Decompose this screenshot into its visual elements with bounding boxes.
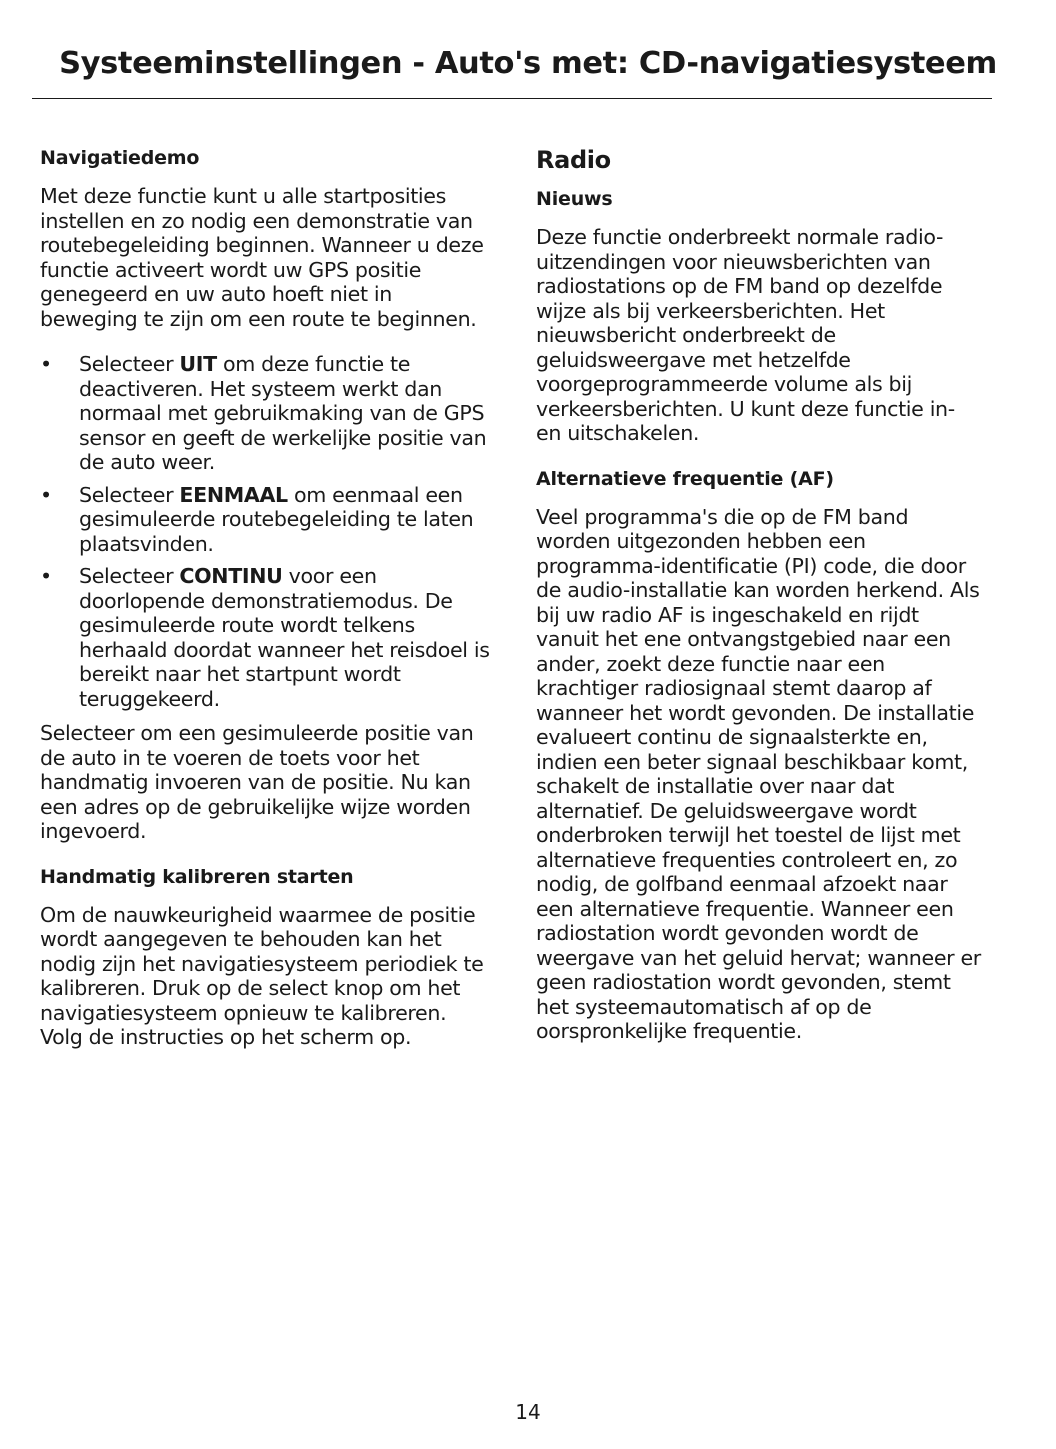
section-navigatiedemo (40, 146, 492, 844)
nieuws-text: Deze functie onderbreekt normale radio-uitzendingen voor nieuwsberichten van radiostations op de FM band op dezelfde wijze als bij verkeersberichten. Het nieuwsbericht onderbreekt de geluidsweergave met hetzelfde voorgeprogrammeerde volume als bij verkeersberichten. U kunt deze functie in- en uitschakelen. (536, 225, 955, 445)
keyword-uit: UIT (179, 352, 217, 376)
bullet-icon: • (40, 482, 52, 507)
section-nieuws (536, 187, 986, 446)
heading-navigatiedemo: Navigatiedemo (40, 147, 200, 169)
heading-handmatig-kalibreren: Handmatig kalibreren starten (40, 865, 354, 888)
list-item (40, 483, 492, 557)
keyword-continu: CONTINU (179, 564, 283, 588)
bullet-text-before: Selecteer (79, 564, 180, 588)
section-handmatig-kalibreren (40, 865, 492, 1050)
left-column (40, 146, 492, 1071)
keyword-eenmaal: EENMAAL (179, 482, 288, 507)
page-title: Systeeminstellingen - Auto's met: CD-navigatiesysteem (59, 46, 997, 81)
navigatiedemo-options-list (40, 352, 492, 711)
right-column (536, 146, 986, 1065)
bullet-text-after: om eenmaal een gesimuleerde routebegeleiding te laten plaatsvinden. (79, 482, 474, 556)
bullet-text-before: Selecteer (79, 352, 180, 376)
bullet-icon: • (40, 564, 52, 588)
navigatiedemo-intro: Met deze functie kunt u alle startposities instellen en zo nodig een demonstratie van routebegeleiding beginnen. Wanneer u deze functie activeert wordt uw GPS positie genegeerd en uw auto hoeft niet in beweging te zijn om een route te beginnen. (40, 184, 484, 331)
bullet-icon: • (40, 352, 52, 376)
title-divider (32, 98, 992, 99)
kalibreren-text: Om de nauwkeurigheid waarmee de positie wordt aangegeven te behouden kan het nodig zijn het navigatiesysteem periodiek te kalibreren. Druk op de select knop om het navigatiesysteem opnieuw te kalibreren. Volg de instructies op het scherm op. (40, 902, 484, 1049)
list-item (40, 352, 492, 475)
af-text: Veel programma's die op de FM band worden uitgezonden hebben een programma-identificatie (PI) code, die door de audio-installatie kan worden herkend. Als bij uw radio AF is ingeschakeld en rijdt vanuit het ene ontvangstgebied naar een ander, zoekt deze functie naar een krachtiger radiosignaal stemt daarop af wanneer het wordt gevonden. De installatie evalueert continu de signaalsterkte en, indien een beter signaal beschikbaar komt, schakelt de installatie over naar dat alternatief. De geluidsweergave wordt onderbroken terwijl het toestel de lijst met alternatieve frequenties controleert en, zo nodig, de golfband eenmaal afzoekt naar een alternatieve frequentie. Wanneer een radiostation wordt gevonden wordt de weergave van het geluid hervat; wanneer er geen radiostation wordt gevonden, stemt het systeemautomatisch af op de oorspronkelijke frequentie. (536, 504, 981, 1043)
bullet-text-after: om deze functie te deactiveren. Het systeem werkt dan normaal met gebruikmaking van de GPS sensor en geeft de werkelijke positie van de auto weer. (79, 352, 487, 474)
heading-radio: Radio (536, 146, 611, 174)
bullet-text-after: voor een doorlopende demonstratiemodus. De gesimuleerde route wordt telkens herhaald doordat wanneer het reisdoel is bereikt naar het startpunt wordt teruggekeerd. (79, 564, 490, 711)
heading-nieuws: Nieuws (536, 188, 613, 210)
navigatiedemo-outro: Selecteer om een gesimuleerde positie van de auto in te voeren de toets voor het handmatig invoeren van de positie. Nu kan een adres op de gebruikelijke wijze worden ingevoerd. (40, 721, 474, 843)
heading-alternatieve-frequentie: Alternatieve frequentie (AF) (536, 467, 834, 490)
page-number: 14 (515, 1400, 541, 1424)
section-alternatieve-frequentie (536, 467, 986, 1044)
bullet-text-before: Selecteer (79, 482, 180, 507)
list-item (40, 564, 492, 711)
